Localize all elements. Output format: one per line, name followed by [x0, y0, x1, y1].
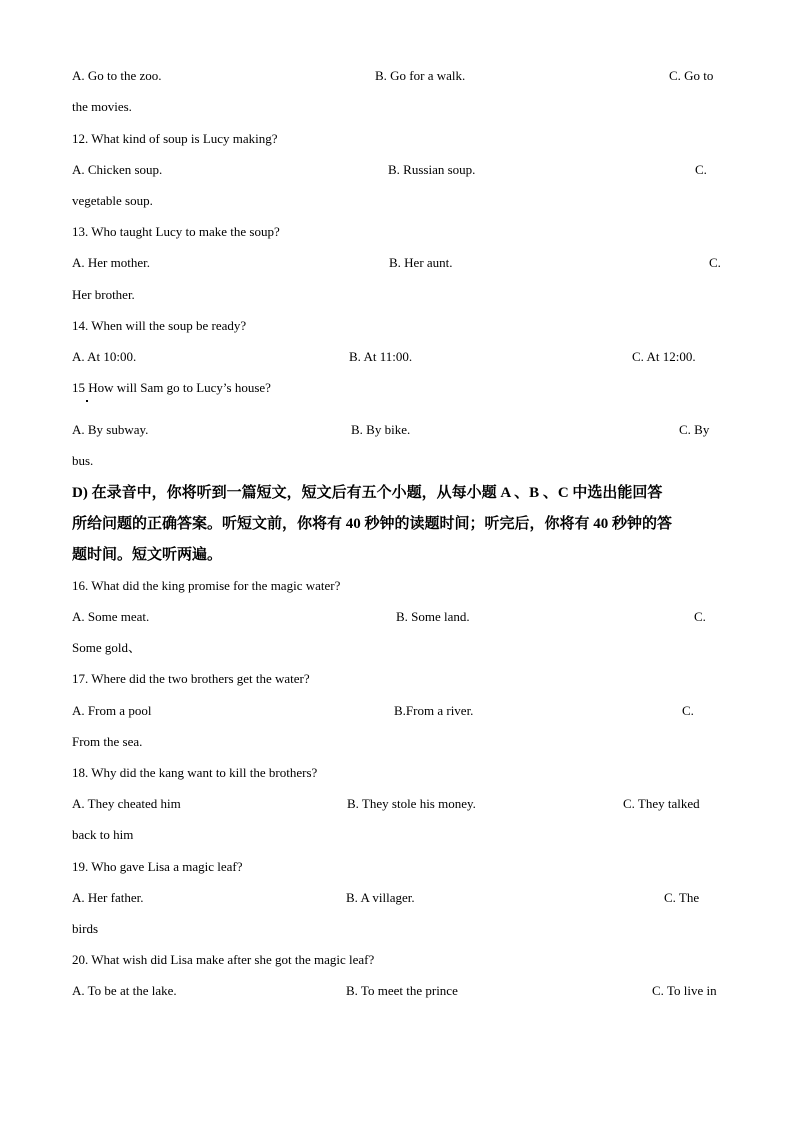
question-19: 19. Who gave Lisa a magic leaf? — [72, 859, 243, 874]
question-20: 20. What wish did Lisa make after she got the magic leaf? — [72, 952, 375, 967]
q15-option-c-cont: bus. — [72, 453, 94, 468]
question-13: 13. Who taught Lucy to make the soup? — [72, 224, 280, 239]
q11-option-a: A. Go to the zoo. — [72, 68, 162, 83]
q13-option-c: C. — [709, 255, 721, 270]
stray-dot-mark — [86, 400, 88, 402]
q12-option-c-cont: vegetable soup. — [72, 193, 153, 208]
q17-option-c: C. — [682, 703, 694, 718]
question-18: 18. Why did the kang want to kill the brothers? — [72, 765, 318, 780]
q15-option-a: A. By subway. — [72, 422, 149, 437]
question-14: 14. When will the soup be ready? — [72, 318, 247, 333]
q14-option-b: B. At 11:00. — [349, 349, 413, 364]
q18-option-c: C. They talked — [623, 796, 700, 811]
q16-option-c: C. — [694, 609, 706, 624]
q19-option-c: C. The — [664, 890, 700, 905]
q16-option-b: B. Some land. — [396, 609, 470, 624]
q18-option-c-cont: back to him — [72, 827, 134, 842]
q11-option-c: C. Go to — [669, 68, 714, 83]
q12-option-c: C. — [695, 162, 707, 177]
question-16: 16. What did the king promise for the magic water? — [72, 578, 341, 593]
q13-option-b: B. Her aunt. — [389, 255, 453, 270]
q18-option-b: B. They stole his money. — [347, 796, 476, 811]
q17-option-b: B.From a river. — [394, 703, 474, 718]
q13-option-c-cont: Her brother. — [72, 287, 135, 302]
question-12: 12. What kind of soup is Lucy making? — [72, 131, 278, 146]
q15-option-b: B. By bike. — [351, 422, 411, 437]
q14-option-a: A. At 10:00. — [72, 349, 137, 364]
q15-option-c: C. By — [679, 422, 710, 437]
q14-option-c: C. At 12:00. — [632, 349, 696, 364]
q13-option-a: A. Her mother. — [72, 255, 150, 270]
q11-option-c-cont: the movies. — [72, 99, 132, 114]
q20-option-c: C. To live in — [652, 983, 717, 998]
q12-option-a: A. Chicken soup. — [72, 162, 163, 177]
q19-option-c-cont: birds — [72, 921, 98, 936]
q16-option-a: A. Some meat. — [72, 609, 150, 624]
q17-option-c-cont: From the sea. — [72, 734, 143, 749]
q17-option-a: A. From a pool — [72, 703, 152, 718]
question-17: 17. Where did the two brothers get the water? — [72, 671, 310, 686]
q20-option-a: A. To be at the lake. — [72, 983, 177, 998]
section-d-instructions-line-3: 题时间。短文听两遍。 — [72, 547, 223, 563]
q19-option-b: B. A villager. — [346, 890, 415, 905]
q11-option-b: B. Go for a walk. — [375, 68, 466, 83]
q12-option-b: B. Russian soup. — [388, 162, 476, 177]
section-d-instructions-line-2: 所给问题的正确答案。听短文前，你将有 40 秒钟的读题时间；听完后，你将有 40 秒钟的答 — [72, 516, 673, 532]
question-15: 15 How will Sam go to Lucy’s house? — [72, 380, 271, 395]
q18-option-a: A. They cheated him — [72, 796, 181, 811]
q16-option-c-cont: Some gold、 — [72, 640, 141, 655]
section-d-instructions-line-1: D) 在录音中，你将听到一篇短文，短文后有五个小题，从每小题 A 、B 、C 中选出能回答 — [72, 485, 663, 501]
q20-option-b: B. To meet the prince — [346, 983, 458, 998]
q19-option-a: A. Her father. — [72, 890, 144, 905]
